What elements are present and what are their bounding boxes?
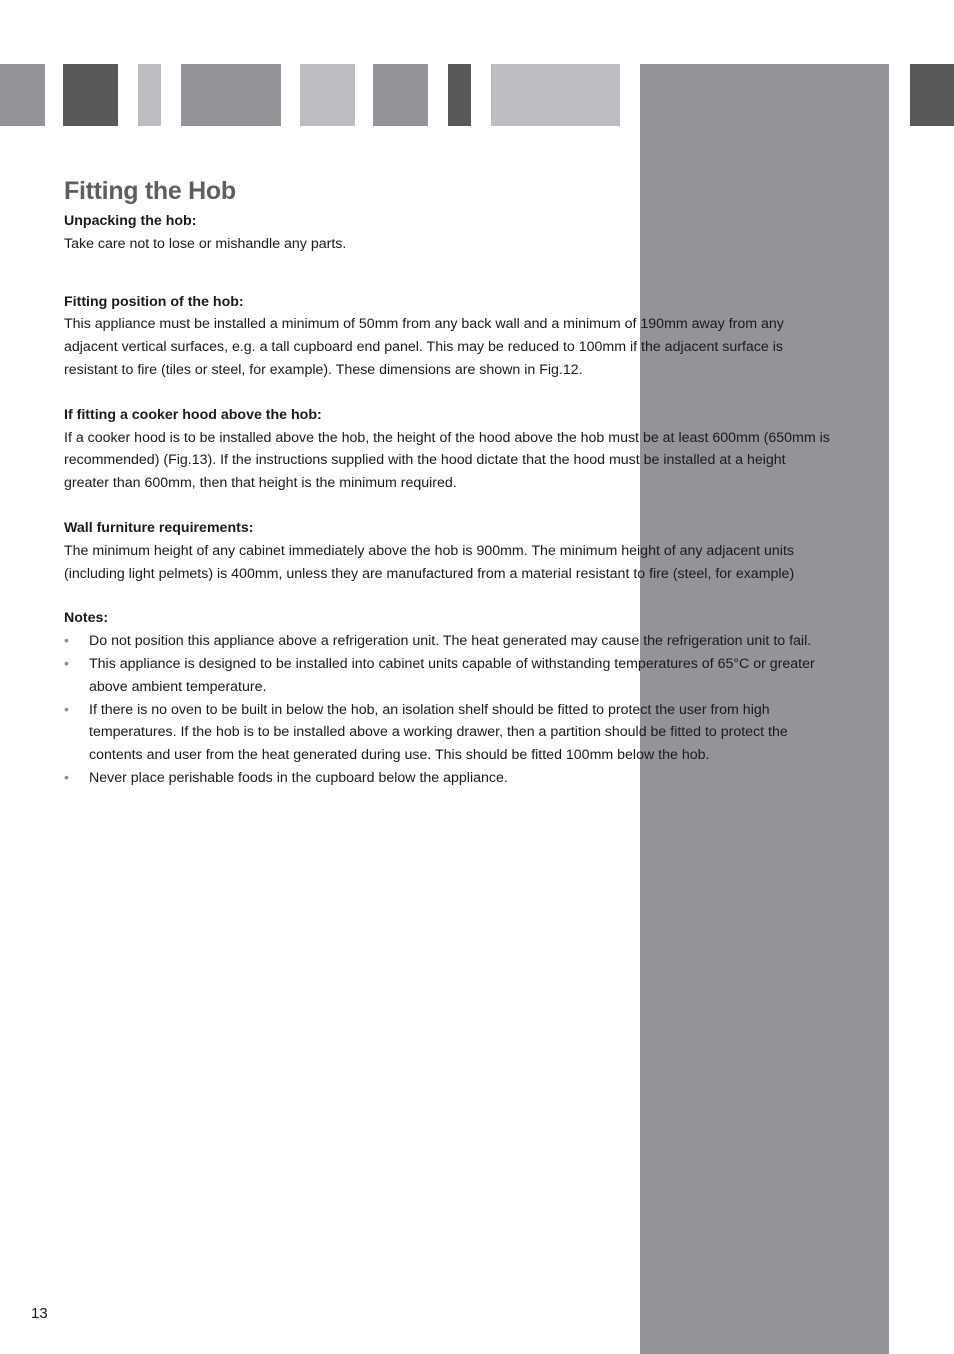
section-heading-cooker-hood: If fitting a cooker hood above the hob: xyxy=(64,406,322,423)
section-heading-unpacking: Unpacking the hob: xyxy=(64,213,197,229)
section-text-cooker-hood: If a cooker hood is to be installed above the hob, the height of the hood above the hob must be at least 600mm (650mm is recommended) (Fig.13). If the instructions supplied with the hood dictate that the hood must be installed at a height greater than 600mm, then that height is the minimum required. xyxy=(64,429,830,492)
bullet-icon: • xyxy=(64,769,69,786)
section-text-fitting-position: This appliance must be installed a minimum of 50mm from any back wall and a minimum of 190mm away from any adjacent vertical surfaces, e.g. a tall cupboard end panel. This may be reduced to 100mm if the adjacent surface is resistant to fire (tiles or steel, for example). These dimensions are shown in Fig.12. xyxy=(64,316,784,378)
section-heading-fitting-position: Fitting position of the hob: xyxy=(64,293,244,310)
document-body xyxy=(64,176,834,790)
page-number: 13 xyxy=(31,1305,48,1322)
header-block-7 xyxy=(448,64,471,126)
header-block-6 xyxy=(373,64,428,126)
header-block-4 xyxy=(181,64,281,126)
list-item xyxy=(64,767,834,790)
notes-heading: Notes: xyxy=(64,610,109,627)
list-item xyxy=(64,630,834,653)
bullet-icon: • xyxy=(64,633,69,650)
section-text-wall-furniture: The minimum height of any cabinet immediately above the hob is 900mm. The minimum height of any adjacent units (including light pelmets) is 400mm, unless they are manufactured from a material resistant to fire (steel, for example) xyxy=(64,542,795,582)
header-block-9 xyxy=(910,64,954,126)
section-text-unpacking: Take care not to lose or mishandle any parts. xyxy=(64,235,347,252)
notes-list xyxy=(64,630,834,790)
bullet-icon: • xyxy=(64,701,69,718)
note-text: Never place perishable foods in the cupboard below the appliance. xyxy=(89,769,508,786)
section-heading-wall-furniture: Wall furniture requirements: xyxy=(64,519,254,536)
header-block-5 xyxy=(300,64,355,126)
list-item xyxy=(64,653,834,699)
header-block-3 xyxy=(138,64,161,126)
note-text: Do not position this appliance above a refrigeration unit. The heat generated may cause the refrigeration unit to fail. xyxy=(89,633,812,650)
header-block-8 xyxy=(491,64,620,126)
bullet-icon: • xyxy=(64,655,69,672)
list-item xyxy=(64,699,834,767)
page-title: Fitting the Hob xyxy=(64,177,236,205)
header-block-2 xyxy=(63,64,118,126)
note-text: If there is no oven to be built in below the hob, an isolation shelf should be fitted to protect the user from high temperatures. If the hob is to be installed above a working drawer, then a partition should be fitted to protect the contents and user from the heat generated during use. This should be fitted 100mm below the hob. xyxy=(89,701,788,764)
note-text: This appliance is designed to be installed into cabinet units capable of withstanding temperatures of 65°C or greater above ambient temperature. xyxy=(89,655,815,695)
header-block-1 xyxy=(0,64,45,126)
